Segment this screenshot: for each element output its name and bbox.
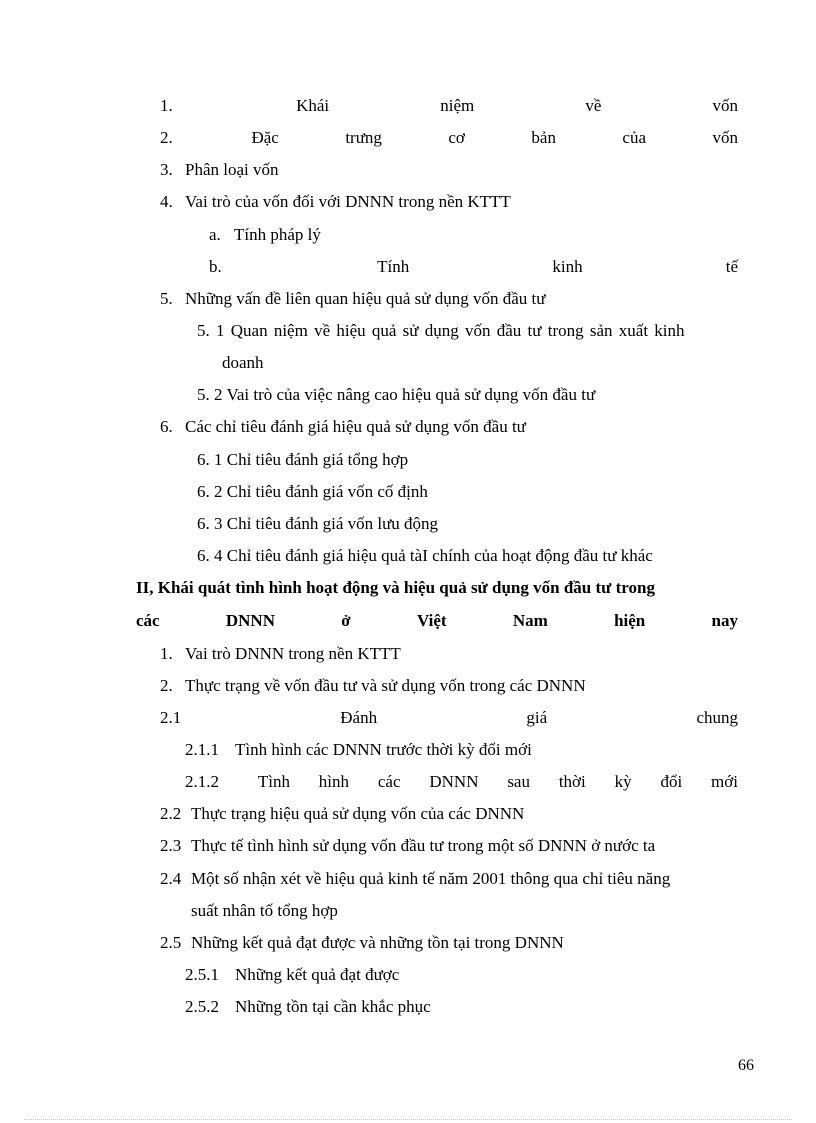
toc-line-20 [160, 705, 738, 731]
section-heading-cont [136, 608, 738, 634]
word: của [622, 128, 647, 147]
page-number: 66 [738, 1057, 754, 1074]
item-number: 1. [160, 644, 173, 663]
item-number: 2.4 [160, 869, 182, 888]
item-text: 6. 3 Chỉ tiêu đánh giá vốn lưu động [197, 514, 439, 533]
item-text: Vai trò DNNN trong nền KTTT [185, 644, 401, 663]
toc-line-23 [160, 801, 738, 827]
item-text: Thực trạng hiệu quả sử dụng vốn của các DNNN [191, 804, 525, 823]
item-text: Tính pháp lý [234, 225, 321, 244]
toc-line-15 [197, 543, 738, 569]
item-number: 2.1 [160, 708, 182, 727]
word: ở [341, 611, 351, 630]
section-heading [136, 575, 738, 601]
word: Việt [416, 611, 447, 630]
word: DNNN [429, 772, 479, 791]
item-number: 4. [160, 192, 173, 211]
word: các [136, 611, 160, 630]
item-number: 5. [160, 289, 173, 308]
item-number: 1. [160, 96, 173, 115]
item-text: Tình hình các DNNN trước thời kỳ đổi mới [235, 740, 532, 759]
word: các [377, 772, 401, 791]
toc-line-25 [160, 866, 738, 892]
word: sau [507, 772, 530, 791]
word: Tính [377, 257, 410, 276]
toc-line-18 [160, 641, 738, 667]
item-text: 6. 1 Chỉ tiêu đánh giá tổng hợp [197, 450, 409, 469]
toc-line-13 [197, 479, 738, 505]
toc-line-21 [185, 737, 738, 763]
item-text: 6. 4 Chỉ tiêu đánh giá hiệu quả tàI chính của hoạt động đầu tư khác [197, 546, 653, 565]
word: kỳ [614, 772, 632, 791]
word: chung [696, 708, 738, 727]
item-number: 2.1.2 [185, 772, 219, 791]
toc-line-4 [160, 189, 738, 215]
word: DNNN [225, 611, 275, 630]
item-text: Thực tế tình hình sử dụng vốn đầu tư trong một số DNNN ở nước ta [191, 836, 656, 855]
item-text: 6. 2 Chỉ tiêu đánh giá vốn cố định [197, 482, 428, 501]
toc-line-12 [197, 447, 738, 473]
word: vốn [712, 96, 738, 115]
word: mới [711, 772, 738, 791]
word: Nam [512, 611, 548, 630]
word: nay [711, 611, 738, 630]
word: cơ [448, 128, 465, 147]
toc-line-5 [209, 222, 738, 248]
item-text: Những kết quả đạt được [235, 965, 400, 984]
item-text: Những vấn đề liên quan hiệu quả sử dụng vốn đầu tư [185, 289, 546, 308]
item-number: 2.2 [160, 804, 182, 823]
toc-line-22 [185, 769, 738, 795]
word: Tình [257, 772, 290, 791]
word: thời [558, 772, 586, 791]
toc-line-10 [197, 382, 738, 408]
item-text: doanh [222, 353, 264, 372]
toc-line-3 [160, 157, 738, 183]
heading-text: II, Khái quát tình hình hoạt động và hiệu quả sử dụng vốn đầu tư trong [136, 578, 655, 597]
item-number: 2.1.1 [185, 740, 219, 759]
word: hình [318, 772, 350, 791]
item-text: 5. 1 Quan niệm về hiệu quả sử dụng vốn đầu tư trong sản xuất kinh [197, 321, 685, 340]
toc-line-27 [160, 930, 738, 956]
item-text: suất nhân tố tổng hợp [191, 901, 338, 920]
item-text: Những kết quả đạt được và những tồn tại trong DNNN [191, 933, 564, 952]
item-number: 2.5.1 [185, 965, 219, 984]
toc-line-11 [160, 414, 738, 440]
toc-line-19 [160, 673, 738, 699]
word: giá [526, 708, 548, 727]
word: kinh [552, 257, 583, 276]
word: Đặc [251, 128, 279, 147]
word: tế [725, 257, 738, 276]
item-text: Vai trò của vốn đối với DNNN trong nền KTTT [185, 192, 511, 211]
item-number: 3. [160, 160, 173, 179]
item-text: 5. 2 Vai trò của việc nâng cao hiệu quả sử dụng vốn đầu tư [197, 385, 596, 404]
item-text: Thực trạng về vốn đầu tư và sử dụng vốn trong các DNNN [185, 676, 586, 695]
toc-line-7 [160, 286, 738, 312]
item-number: b. [209, 257, 222, 276]
word: trưng [345, 128, 382, 147]
word: bản [531, 128, 556, 147]
word: Đánh [340, 708, 378, 727]
item-text: Các chỉ tiêu đánh giá hiệu quả sử dụng vốn đầu tư [185, 417, 526, 436]
item-number: 2.5 [160, 933, 182, 952]
item-number: 2.5.2 [185, 997, 219, 1016]
toc-line-8 [197, 318, 738, 344]
item-number: 2. [160, 128, 173, 147]
toc-line-28 [185, 962, 738, 988]
page-bottom-divider [24, 1119, 792, 1120]
toc-line-29 [185, 994, 738, 1020]
toc-line-14 [197, 511, 738, 537]
toc-line-1 [160, 93, 738, 119]
item-number: a. [209, 225, 221, 244]
item-number: 6. [160, 417, 173, 436]
word: về [585, 96, 602, 115]
item-text: Phân loại vốn [185, 160, 279, 179]
word: hiện [614, 611, 646, 630]
toc-line-24 [160, 833, 738, 859]
toc-line-2 [160, 125, 738, 151]
word: đổi [660, 772, 683, 791]
item-number: 2. [160, 676, 173, 695]
word: niệm [440, 96, 475, 115]
toc-line-26 [191, 898, 738, 924]
item-text: Những tồn tại cần khắc phục [235, 997, 431, 1016]
toc-line-9 [222, 350, 738, 376]
item-text: Một số nhận xét về hiệu quả kinh tế năm 2001 thông qua chỉ tiêu năng [191, 869, 671, 888]
toc-line-6 [209, 254, 738, 280]
item-number: 2.3 [160, 836, 182, 855]
word: vốn [712, 128, 738, 147]
word: Khái [296, 96, 330, 115]
